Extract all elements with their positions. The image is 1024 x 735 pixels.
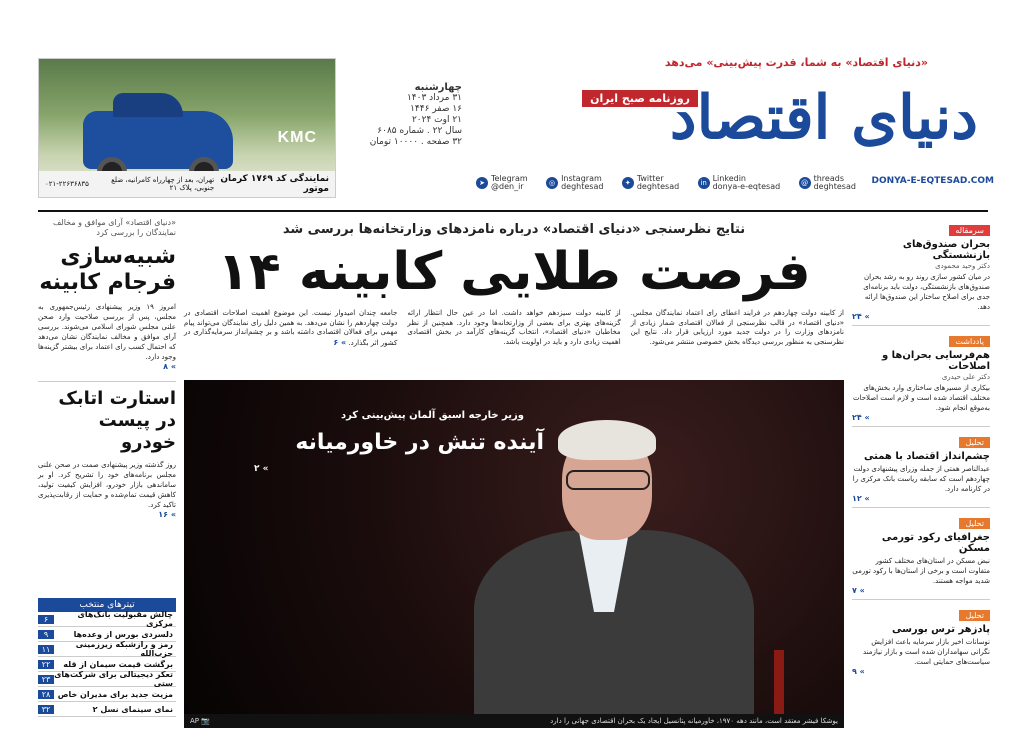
social-instagram[interactable]: ◎ Instagram deghtesad	[546, 172, 603, 194]
left-body-1: امروز ۱۹ وزیر پیشنهادی رئیس‌جمهوری به مجلس، پس از بررسی صلاحیت وارد صحن علنی مجلس شورای اسلامی می‌شوند. بررسی آرای موافق و مخالف نمایندگان نشان می‌دهد که احتمال کسب رای اعتماد برای بیشتر گزینه‌ها وجود دارد.	[38, 303, 176, 361]
left-kicker: «دنیای اقتصاد» آرای موافق و مخالف نمایندگان را بررسی کرد	[53, 218, 176, 237]
main-body-col-3: جامعه چندان امیدوار نیست. این موضوع اهمیت اصلاحات اقتصادی در دولت چهاردهم را نشان می‌دهد. به همین دلیل رای نمایندگان می‌تواند پیام مهمی برای فعالان اقتصادی داشته باشد و بر چشم‌انداز سرمایه‌گذاری در کشور اثر بگذارد. » ۶	[184, 309, 398, 347]
masthead-divider	[38, 210, 988, 212]
list-item[interactable]: رمز و رازشبکه زیرزمینی حزب‌الله ۱۱	[38, 642, 176, 657]
edition-date-solar: ۳۱ مرداد ۱۴۰۳	[406, 93, 462, 103]
car-advertisement[interactable]	[38, 58, 336, 198]
photo-headline[interactable]: آینده تنش در خاورمیانه	[295, 430, 544, 455]
left-body-2: روز گذشته وزیر پیشنهادی صمت در صحن علنی مجلس برنامه‌های خود را تشریح کرد. او بر ساماندهی بازار خودرو، افزایش کیفیت تولید، کاهش قیمت تمام‌شده و حمایت از رقابت‌پذیری تاکید کرد.	[38, 461, 176, 509]
glasses-icon	[566, 470, 650, 490]
right-item-analysis-2[interactable]: تحلیل جغرافیای رکود تورمی مسکن نبض مسکن در استان‌های مختلف کشور متفاوت است و برخی از استان‌ها با رکود تورمی شدید مواجه هستند. » ۷	[852, 507, 990, 595]
tagline: «دنیای اقتصاد» به شما، قدرت پیش‌بینی» می‌دهد	[664, 56, 928, 69]
photo-page-ref[interactable]: » ۲	[254, 464, 269, 474]
list-item[interactable]: چالش مقبولیت بانک‌های مرکزی ۶	[38, 612, 176, 627]
masthead	[0, 0, 1024, 210]
right-item-analysis-3[interactable]: تحلیل پادزهر ترس بورسی نوسانات اخیر بازار سرمایه باعث افزایش نگرانی سهامداران شده است و بازار نیازمند سیاست‌های حمایتی است. » ۹	[852, 599, 990, 676]
left-column	[38, 218, 176, 730]
selected-headlines	[38, 598, 176, 717]
edition-issue: سال ۲۲ . شماره ۶۰۸۵	[377, 126, 462, 136]
right-item-editorial[interactable]: سرمقاله بحران صندوق‌های بازنشستگی دکتر وحید محمودی در میان کشور سازی روند رو به رشد بحران صندوق‌های بازنشستگی، دولت باید برنامه‌ای جدی برای اصلاح ساختار این صندوق‌ها ارائه دهد. » ۲۴	[852, 226, 990, 321]
ad-brand: KMC	[277, 129, 317, 146]
threads-icon: @	[799, 177, 811, 189]
right-item-note[interactable]: یادداشت هم‌فرسایی بحران‌ها و اصلاحات دکتر علی حیدری بیکاری از مسیرهای ساختاری وارد بخش‌های مختلف اقتصاد شده است و لازم است اصلاحات به‌موقع انجام شود. » ۲۴	[852, 325, 990, 422]
list-item[interactable]: برگشت قیمت سیمان از قله ۲۲	[38, 657, 176, 672]
list-item[interactable]: دلسردی بورس از وعده‌ها ۹	[38, 627, 176, 642]
edition-info	[362, 82, 462, 148]
social-linkedin[interactable]: in Linkedin donya-e-eqtesad	[698, 172, 781, 194]
right-column	[852, 218, 990, 730]
list-item[interactable]: مزیت جدید برای مدیران خاص ۲۸	[38, 687, 176, 702]
edition-date-gregorian: ۲۱ اوت ۲۰۲۴	[411, 115, 462, 125]
right-item-analysis-1[interactable]: تحلیل چشم‌انداز اقتصاد با همتی عبدالناصر همتی از جمله وزرای پیشنهادی دولت چهاردهم است که سابقه ریاست بانک مرکزی را در کارنامه دارد. » ۱۲	[852, 426, 990, 503]
logo-subtitle: روزنامه صبح ایران	[582, 90, 698, 107]
ad-footer	[39, 171, 335, 197]
main-story	[184, 218, 844, 730]
camera-icon: 📷 AP	[190, 717, 210, 725]
edition-date-lunar: ۱۶ صفر ۱۴۴۶	[410, 104, 462, 114]
left-page-ref-1[interactable]: » ۸	[163, 362, 176, 371]
ad-dealer: نمایندگی کد ۱۷۶۹ کرمان موتور	[220, 174, 329, 194]
social-telegram[interactable]: ➤ Telegram @den_ir	[476, 172, 528, 194]
left-page-ref-2[interactable]: » ۱۶	[158, 510, 176, 519]
photo-kicker: وزیر خارجه اسبق آلمان پیش‌بینی کرد	[340, 410, 524, 421]
ad-address: تهران، بعد از چهارراه کامرانیه، ضلع جنوبی، پلاک ۲۱	[111, 176, 215, 192]
telegram-icon: ➤	[476, 177, 488, 189]
website-link[interactable]: DONYA-E-EQTESAD.COM	[871, 176, 994, 186]
social-twitter[interactable]: ✦ Twitter deghtesad	[622, 172, 679, 194]
left-headline-1[interactable]: شبیه‌سازی فرجام کابینه	[39, 244, 176, 295]
main-page-ref[interactable]: » ۶	[333, 337, 347, 347]
main-headline[interactable]: فرصت طلایی کابینه ۱۴	[217, 242, 811, 302]
lead-photo[interactable]	[184, 380, 844, 720]
edition-day: چهارشنبه	[414, 82, 462, 93]
twitter-icon: ✦	[622, 177, 634, 189]
photo-caption: یوشکا فیشر معتقد است، مانند دهه ۱۹۷۰، خاورمیانه پتانسیل ایجاد یک بحران اقتصادی جهانی را دارد 📷 AP	[184, 714, 844, 728]
main-body-col-1: از کابینه دولت چهاردهم در فرایند اعطای رای اعتماد نمایندگان مجلس. «دنیای اقتصاد» در قالب نظرسنجی از فعالان اقتصادی شمار زیادی از نامزدهای وزارت را در دولت جدید مورد ارزیابی قرار داد. نتایج این نظرسنجی به منظور بررسی دیدگاه بخش خصوصی منتشر می‌شود.	[630, 309, 844, 346]
logo-title: دنیای اقتصاد	[669, 83, 978, 153]
edition-price: ۳۲ صفحه . ۱۰۰۰۰ تومان	[369, 137, 462, 147]
linkedin-icon: in	[698, 177, 710, 189]
list-item[interactable]: نمای سینمای نسل ۲ ۳۲	[38, 702, 176, 717]
main-kicker: نتایج نظرسنجی «دنیای اقتصاد» درباره نامزدهای وزارتخانه‌ها بررسی شد	[282, 222, 746, 237]
list-item[interactable]: تعکر دیجیتالی برای شرکت‌های ستی ۲۳	[38, 672, 176, 687]
social-links	[476, 172, 856, 194]
speaker-photo	[454, 420, 794, 720]
main-body-columns	[184, 309, 844, 359]
main-body-col-2: از کابینه دولت سیزدهم خواهد داشت. اما در عین حال انتظار ارائه گزینه‌های بهتری برای بعضی از وزارتخانه‌ها وجود دارد. همچنین از نظر مخاطبان «دنیای اقتصاد»، انتخاب گزینه‌های کارآمد در بخش اقتصادی اهمیت زیادی دارد و باید در اولویت باشد.	[407, 309, 621, 346]
selected-headlines-title: تیترهای منتخب	[38, 598, 176, 612]
social-threads[interactable]: @ threads deghtesad	[799, 172, 856, 194]
left-headline-2[interactable]: استارت اتابک در پیست خودرو	[38, 381, 176, 454]
instagram-icon: ◎	[546, 177, 558, 189]
ad-phone: ۰۲۱-۲۲۶۳۶۸۳۵	[45, 180, 89, 188]
